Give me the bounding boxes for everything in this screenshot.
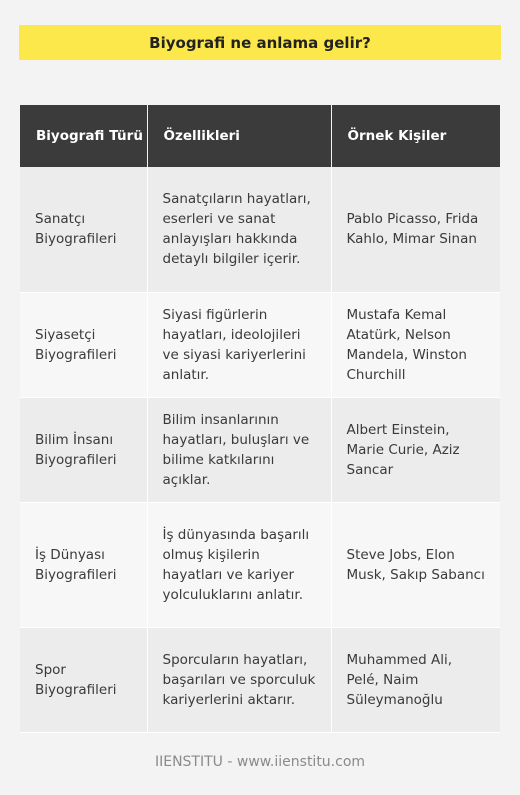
cell-features: Bilim insanlarının hayatları, buluşları ve bilime katkılarını açıklar. [147,397,331,502]
cell-features: Sporcuların hayatları, başarıları ve sporculuk kariyerlerini aktarır. [147,627,331,732]
header-features: Özellikleri [147,105,331,167]
cell-features: Siyasi figürlerin hayatları, ideolojileri ve siyasi kariyerlerini anlatır. [147,292,331,397]
header-examples: Örnek Kişiler [331,105,500,167]
cell-type: İş Dünyası Biyografileri [20,502,147,627]
biography-table [20,105,500,733]
cell-examples: Pablo Picasso, Frida Kahlo, Mimar Sinan [331,167,500,292]
cell-type: Spor Biyografileri [20,627,147,732]
header-type: Biyografi Türü [20,105,147,167]
cell-type: Siyasetçi Biyografileri [20,292,147,397]
table-row [20,167,500,292]
cell-type: Sanatçı Biyografileri [20,167,147,292]
cell-features: İş dünyasında başarılı olmuş kişilerin hayatları ve kariyer yolculuklarını anlatır. [147,502,331,627]
table-row [20,397,500,502]
cell-examples: Steve Jobs, Elon Musk, Sakıp Sabancı [331,502,500,627]
table-row [20,502,500,627]
cell-examples: Mustafa Kemal Atatürk, Nelson Mandela, Winston Churchill [331,292,500,397]
footer-credit: IIENSTITU - www.iienstitu.com [154,754,366,770]
table-header-row [20,105,500,167]
table-row [20,627,500,732]
cell-features: Sanatçıların hayatları, eserleri ve sanat anlayışları hakkında detaylı bilgiler içerir. [147,167,331,292]
page-title: Biyografi ne anlama gelir? [19,25,501,60]
table-row [20,292,500,397]
cell-examples: Muhammed Ali, Pelé, Naim Süleymanoğlu [331,627,500,732]
cell-type: Bilim İnsanı Biyografileri [20,397,147,502]
cell-examples: Albert Einstein, Marie Curie, Aziz Sancar [331,397,500,502]
